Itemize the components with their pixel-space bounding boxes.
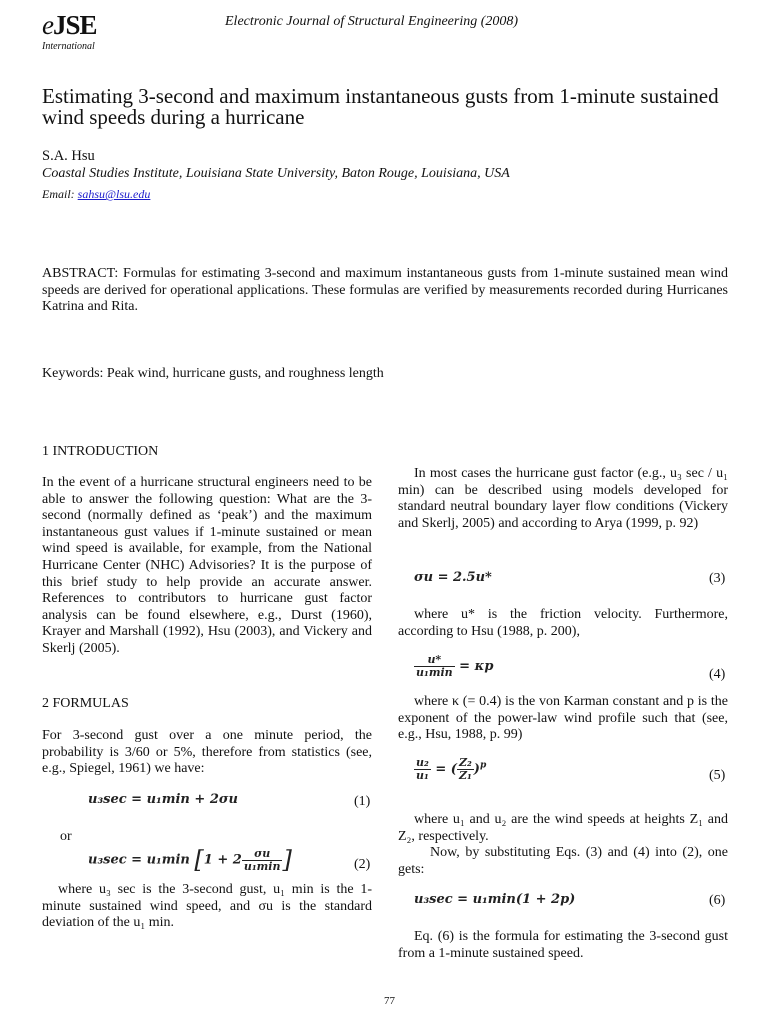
equation-6: u₃sec = u₁min(1 + 2p) <box>414 892 576 907</box>
equation-6-number: (6) <box>709 893 726 908</box>
email-link[interactable]: sahsu@lsu.edu <box>77 187 151 201</box>
equation-5: $\frac{\text{u₂}}{\text{u₁}}$ = ( $\frac{\text{Z₂}}{\text{Z₁}}$ )$^p$ <box>416 756 487 782</box>
substitution-paragraph: Now, by substituting Eqs. (3) and (4) into (2), one gets: <box>398 845 728 877</box>
equation-4: $\frac{u*}{\text{u₁min}}$ = κp <box>416 653 494 679</box>
eq2-explanation: where u₃ sec is the 3-second gust, u₁ min is the 1-minute sustained wind speed, and σu is the standard deviation of the u₁ min. <box>42 882 372 931</box>
logo-subtitle: International <box>42 41 95 52</box>
page-number: 77 <box>384 995 395 1007</box>
logo-mark: eJSE <box>42 10 97 40</box>
author: S.A. Hsu <box>42 148 95 164</box>
gust-factor-paragraph: In most cases the hurricane gust factor (e.g., u₃ sec / u₁ min) can be described using models developed for standard neutral boundary layer flow conditions (Vickery and Skerlj, 2005) and according to Arya (1999, p. 92) <box>398 466 728 531</box>
abstract: ABSTRACT: Formulas for estimating 3-second and maximum instantaneous gusts from 1-minute sustained mean wind speeds are derived for operational applications. These formulas are verified by measurements recorded during Hurricanes Katrina and Rita. <box>42 266 728 315</box>
keywords: Keywords: Peak wind, hurricane gusts, and roughness length <box>42 366 384 381</box>
equation-3: σu = 2.5u* <box>414 570 492 585</box>
von-karman-paragraph: where κ (= 0.4) is the von Karman constant and p is the exponent of the power-law wind profile such that (see, e.g., Hsu, 1988, p. 99) <box>398 694 728 743</box>
equation-2: u₃sec = u₁min [1 + 2 $\frac{\sigma u}{\text{u₁min}}$ ] <box>88 846 292 874</box>
affiliation: Coastal Studies Institute, Louisiana State University, Baton Rouge, Louisiana, USA <box>42 166 510 181</box>
email-label: Email: <box>42 187 78 201</box>
email-line <box>42 187 150 202</box>
equation-4-number: (4) <box>709 667 726 682</box>
journal-logo <box>42 12 114 56</box>
equation-1: u₃sec = u₁min + 2σu <box>88 792 238 807</box>
equation-5-number: (5) <box>709 768 726 783</box>
paper-title: Estimating 3-second and maximum instantaneous gusts from 1-minute sustained wind speeds during a hurricane <box>42 84 719 129</box>
heights-paragraph: where u₁ and u₂ are the wind speeds at heights Z₁ and Z₂, respectively. <box>398 812 728 844</box>
equation-2-number: (2) <box>354 857 371 872</box>
section-heading-introduction: 1 INTRODUCTION <box>42 444 159 459</box>
or-text: or <box>60 829 72 844</box>
section-heading-formulas: 2 FORMULAS <box>42 696 129 711</box>
friction-velocity-paragraph: where u* is the friction velocity. Furthermore, according to Hsu (1988, p. 200), <box>398 607 728 639</box>
formulas-paragraph: For 3-second gust over a one minute period, the probability is 3/60 or 5%, therefore from statistics (see, e.g., Spiegel, 1961) we have: <box>42 728 372 777</box>
journal-name: Electronic Journal of Structural Engineering (2008) <box>225 14 519 29</box>
equation-3-number: (3) <box>709 571 726 586</box>
equation-1-number: (1) <box>354 794 371 809</box>
introduction-paragraph: In the event of a hurricane structural engineers need to be able to answer the following question: What are the 3-second (normally defined as ‘peak’) and the maximum instantaneous gust values if 1-minute sustained or mean wind speed is available, for example, from the National Hurricane Center (NHC) Advisories? It is the purpose of this brief study to help provide an accurate answer. References to contributors to hurricane gust factor analysis can be found elsewhere, e.g., Durst (1960), Krayer and Marshall (1992), Hsu (2003), and Vickery and Skerlj (2005). <box>42 475 372 656</box>
eq6-explanation: Eq. (6) is the formula for estimating the 3-second gust from a 1-minute sustained speed. <box>398 929 728 961</box>
